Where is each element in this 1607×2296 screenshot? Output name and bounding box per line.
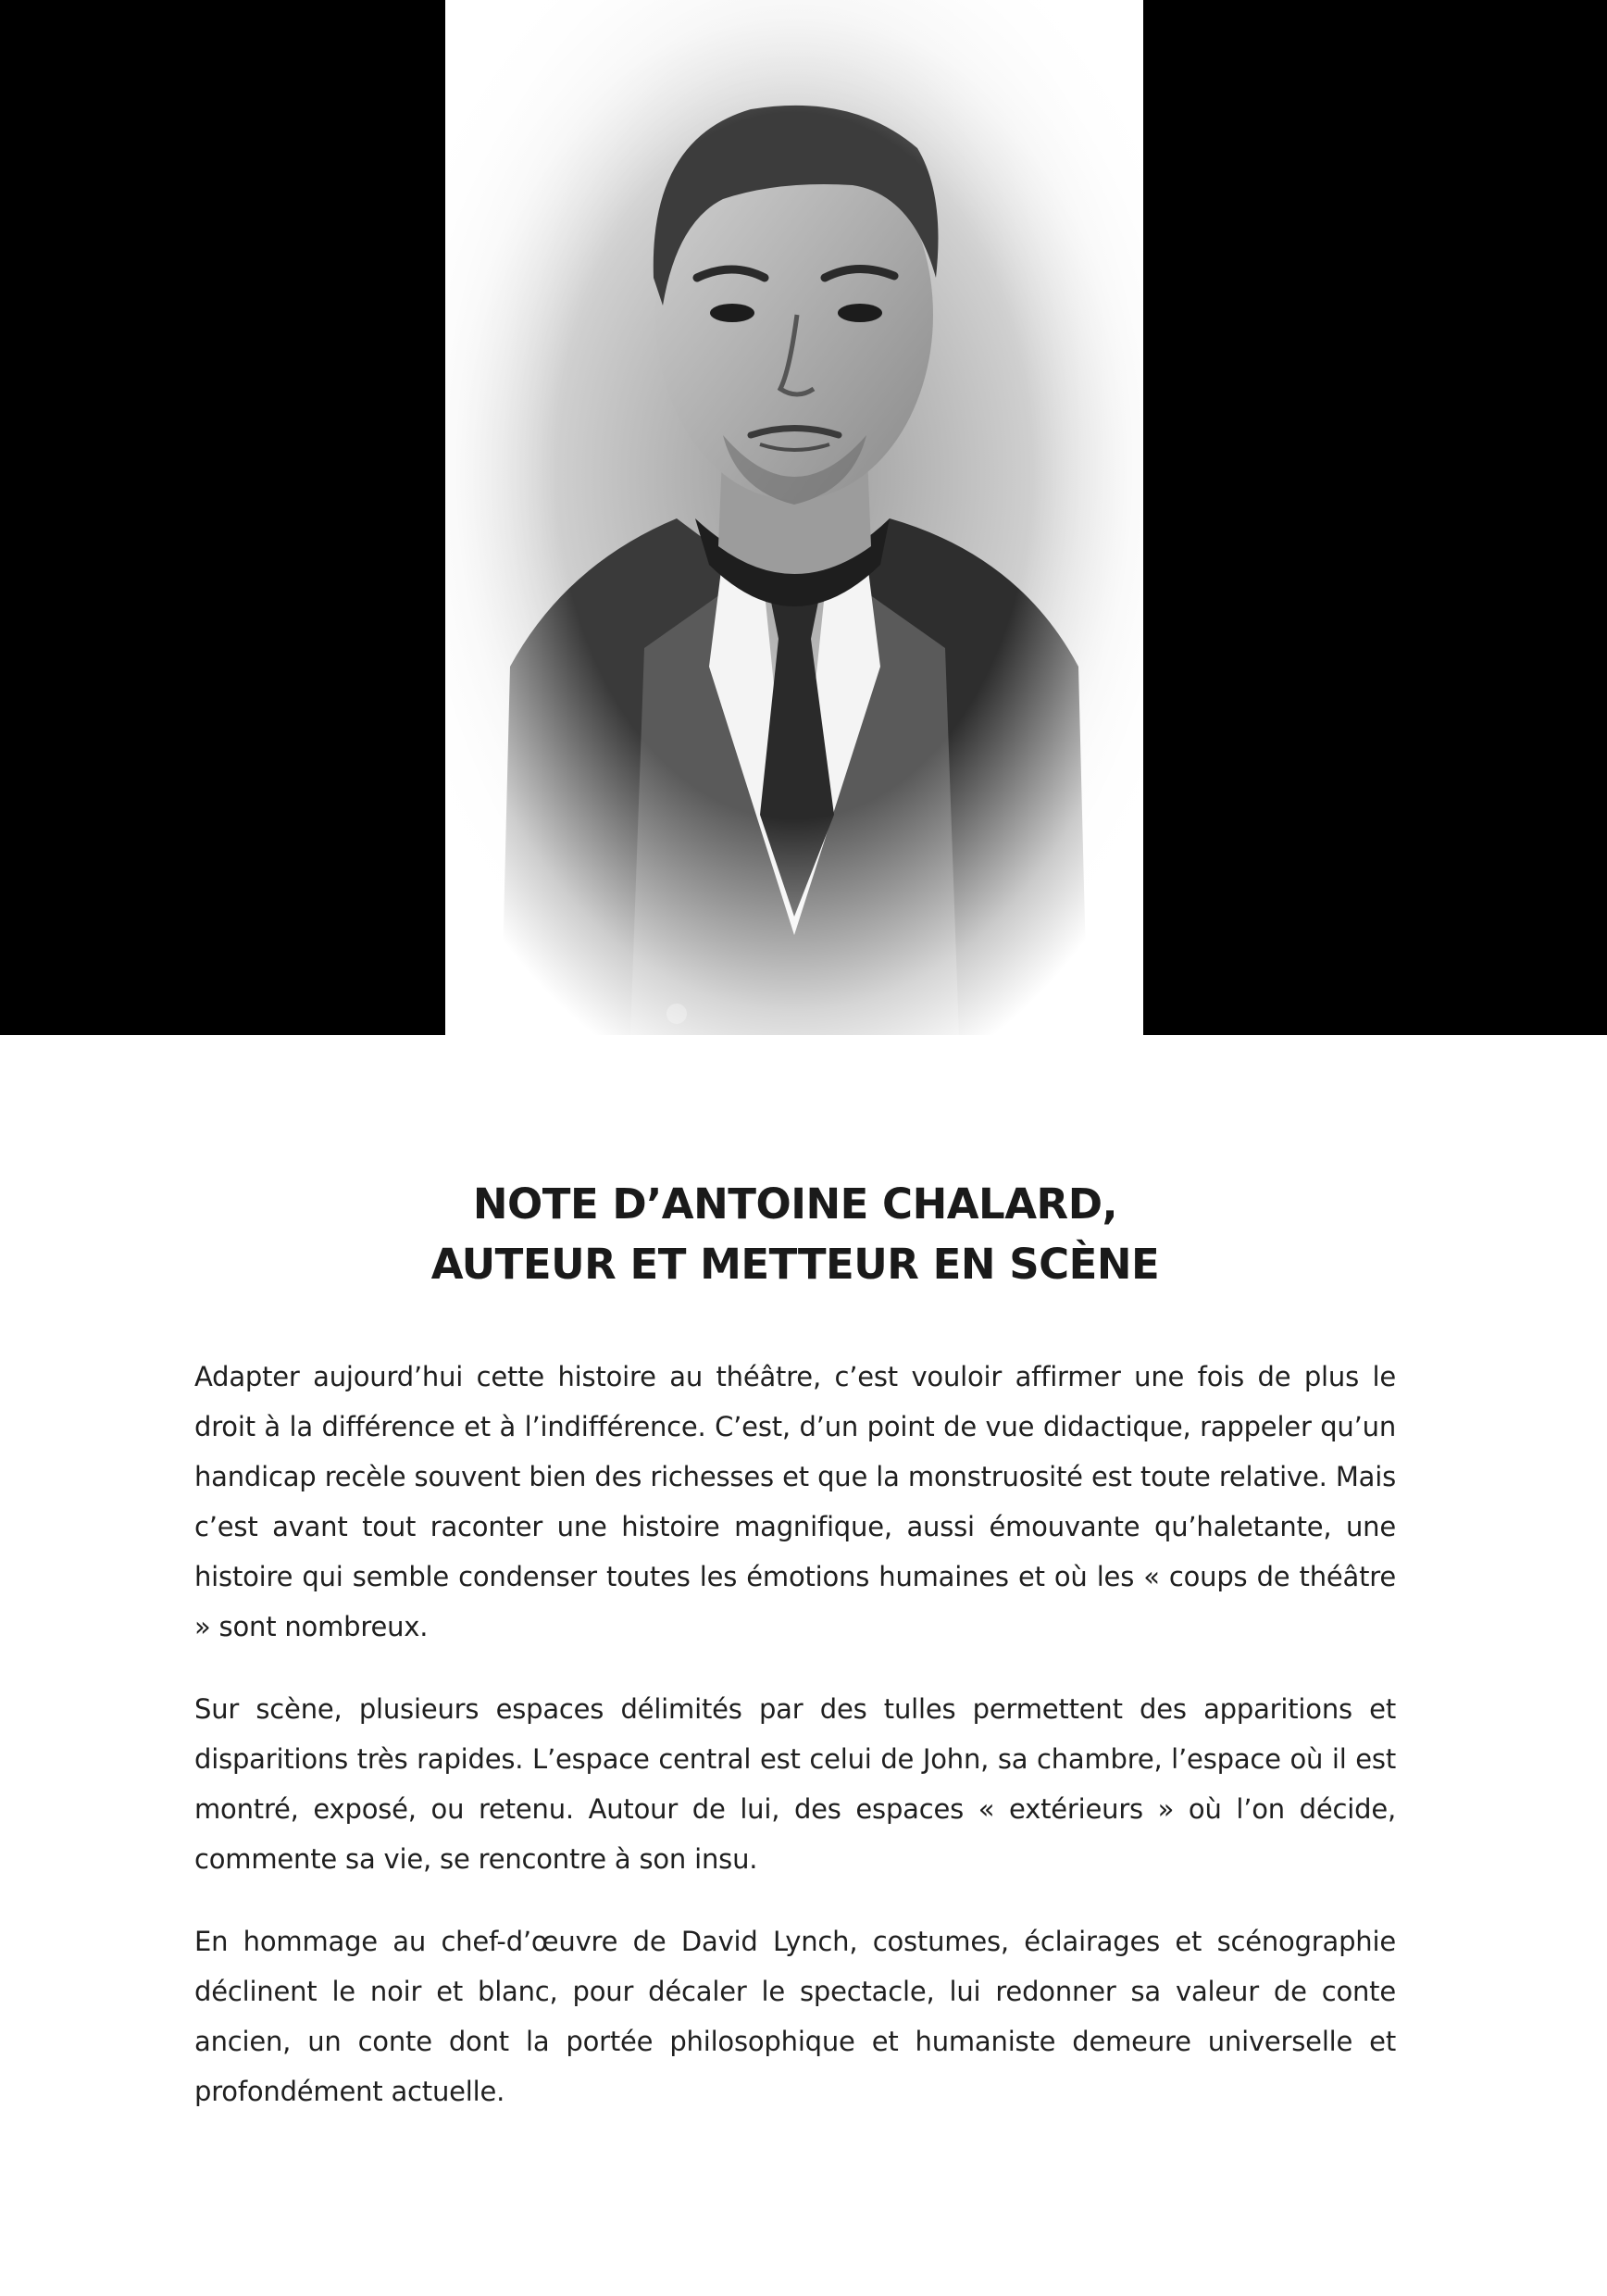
title-line-2: AUTEUR ET METTEUR EN SCÈNE bbox=[430, 1240, 1160, 1289]
photo-band bbox=[0, 0, 1607, 1035]
title-line-1: NOTE D’ANTOINE CHALARD, bbox=[472, 1179, 1118, 1229]
note-section bbox=[194, 1174, 1396, 2149]
paragraph: Adapter aujourd’hui cette histoire au théâtre, c’est vouloir affirmer une fois de plus le droit à la différence et à l’indifférence. C’est, d’un point de vue didactique, rappeler qu’un handicap recèle souvent bien des richesses et que la monstruosité est toute relative. Mais c’est avant tout raconter une histoire magnifique, aussi émouvante qu’haletante, une histoire qui semble condenser toutes les émotions humaines et où les « coups de théâtre » sont nombreux. bbox=[194, 1361, 1396, 1642]
page-title bbox=[194, 1174, 1396, 1294]
author-portrait bbox=[445, 0, 1143, 1035]
paragraph: En hommage au chef-d’œuvre de David Lynch, costumes, éclairages et scénographie déclinent le noir et blanc, pour décaler le spectacle, lui redonner sa valeur de conte ancien, un conte dont la portée philosophique et humaniste demeure universelle et profondément actuelle. bbox=[194, 1926, 1396, 2107]
note-body bbox=[194, 1352, 1396, 2116]
paragraph: Sur scène, plusieurs espaces délimités par des tulles permettent des apparitions et disparitions très rapides. L’espace central est celui de John, sa chambre, l’espace où il est montré, exposé, ou retenu. Autour de lui, des espaces « extérieurs » où l’on décide, commente sa vie, se rencontre à son insu. bbox=[194, 1693, 1396, 1875]
